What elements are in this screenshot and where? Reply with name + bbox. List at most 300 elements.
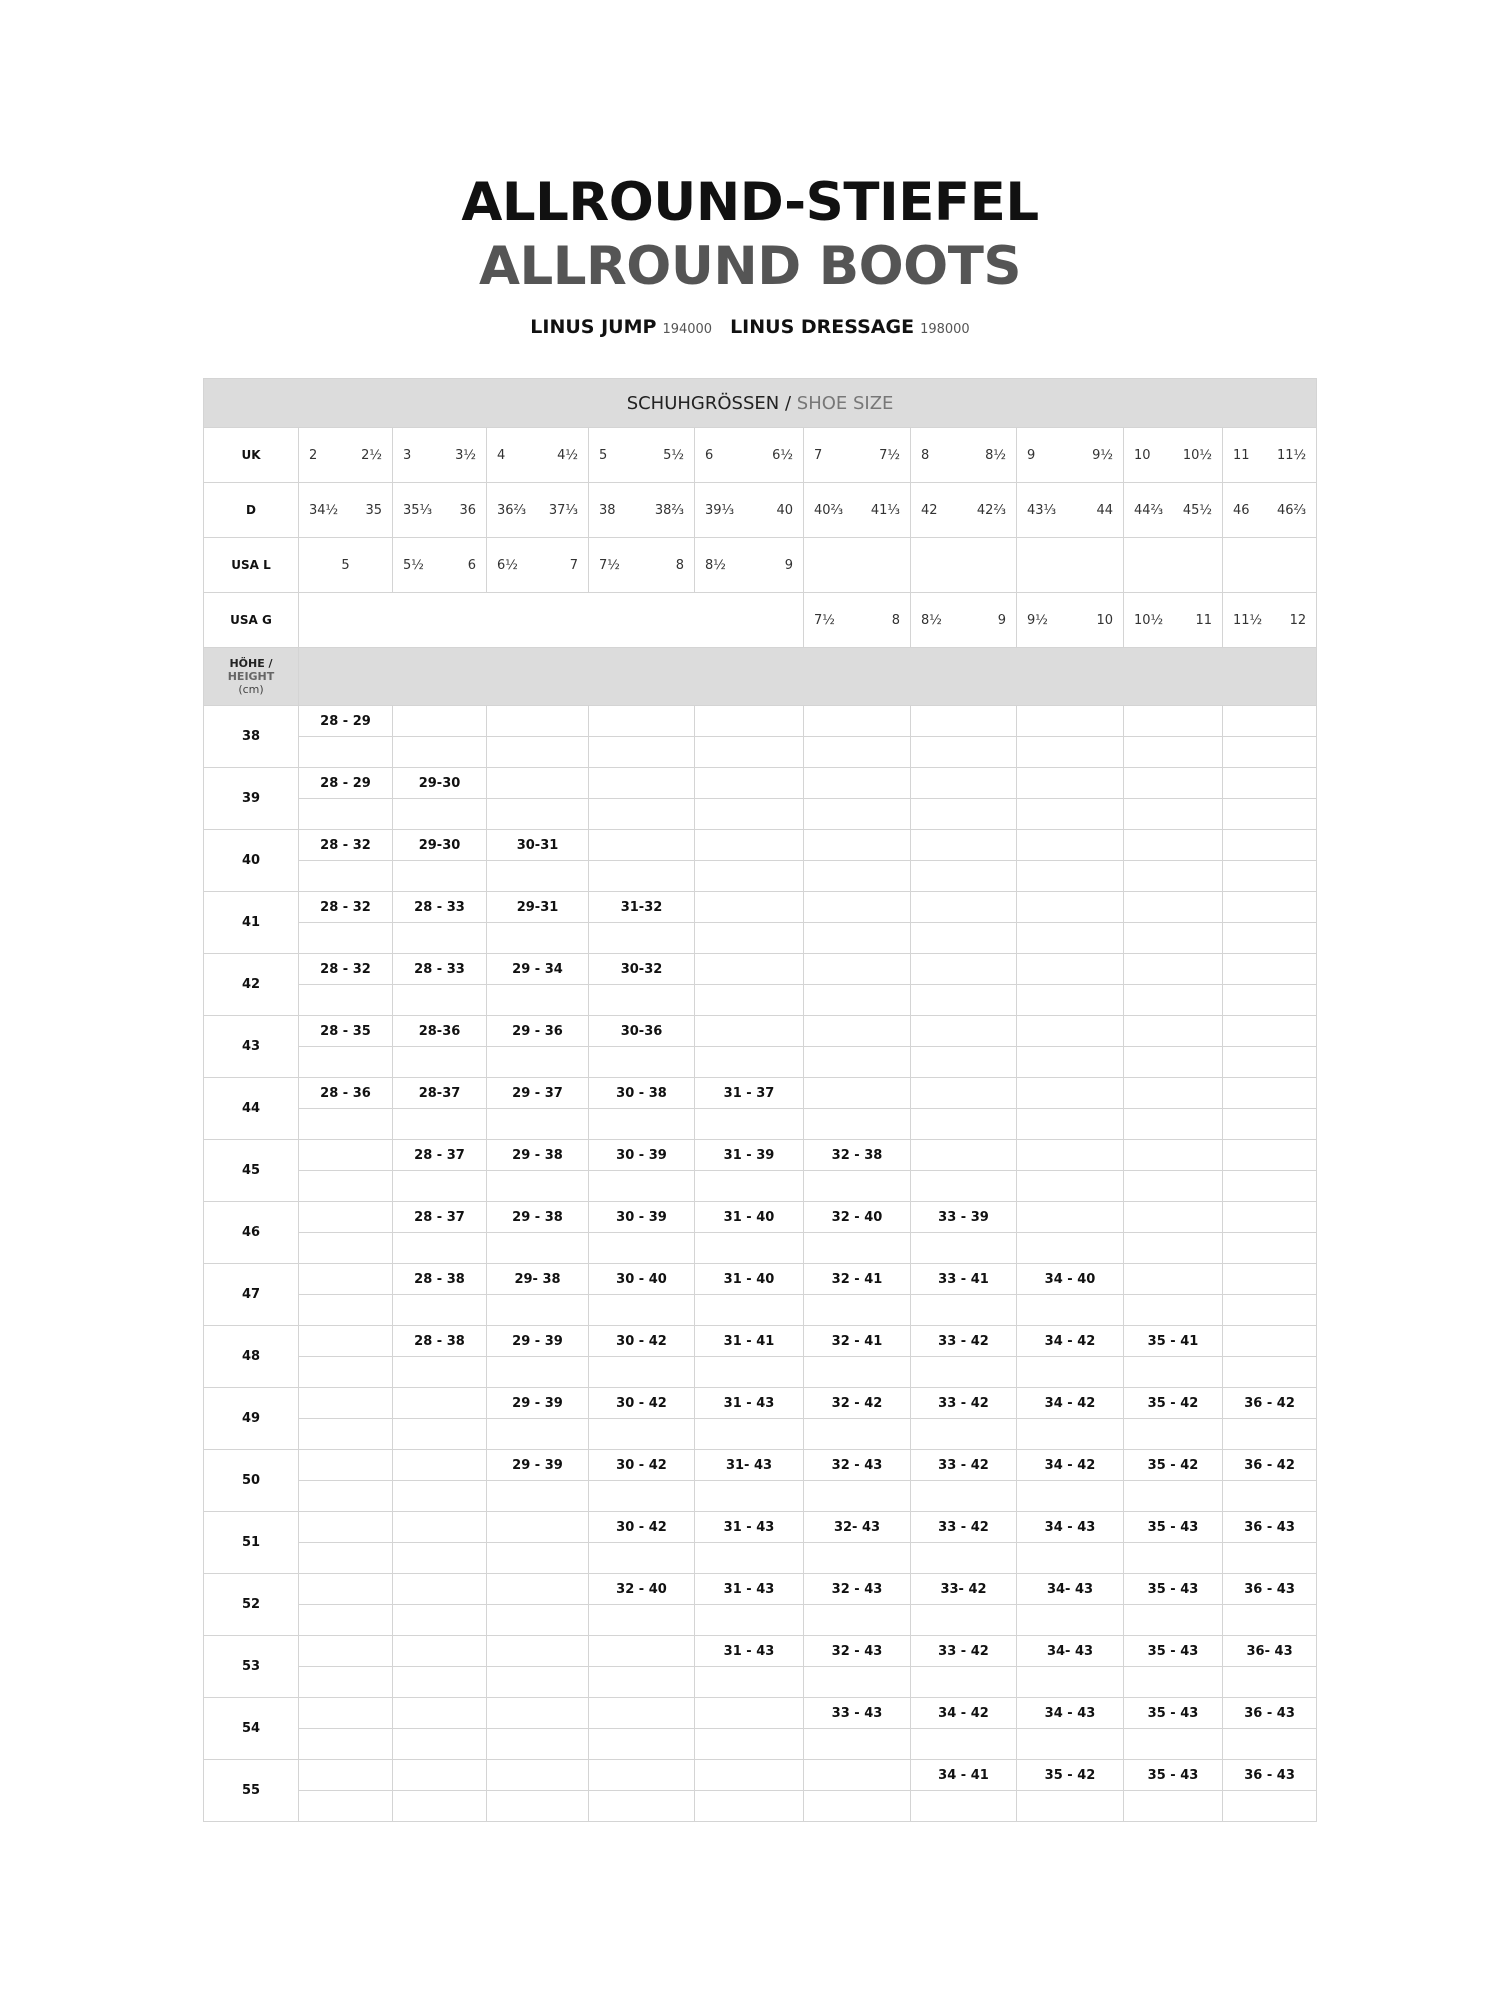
calf-range-cell: [695, 830, 804, 861]
size-cell: [1223, 428, 1317, 483]
height-row-lower: [204, 1481, 1317, 1512]
calf-range-cell: 29 - 37: [487, 1078, 589, 1109]
size-value: 44: [1096, 502, 1113, 518]
size-pair: [1223, 448, 1316, 463]
empty-cell: [589, 1233, 695, 1264]
calf-range-cell: [487, 1698, 589, 1729]
empty-cell: [695, 1233, 804, 1264]
empty-cell: [1124, 985, 1223, 1016]
calf-range-cell: [911, 830, 1017, 861]
empty-cell: [393, 1543, 487, 1574]
size-cell: [393, 483, 487, 538]
calf-range-cell: 36 - 42: [1223, 1450, 1317, 1481]
size-cell: [1017, 483, 1124, 538]
empty-cell: [1124, 1357, 1223, 1388]
empty-cell: [695, 1791, 804, 1822]
size-pair: [695, 503, 803, 518]
empty-cell: [487, 1791, 589, 1822]
calf-range-cell: [804, 954, 911, 985]
empty-cell: [393, 1605, 487, 1636]
calf-range-cell: 29- 38: [487, 1264, 589, 1295]
calf-range-cell: 29-31: [487, 892, 589, 923]
empty-cell: [1017, 1605, 1124, 1636]
calf-range-cell: [1017, 892, 1124, 923]
size-pair: [804, 503, 910, 518]
calf-range-cell: 32 - 43: [804, 1450, 911, 1481]
conversion-label: UK: [204, 428, 299, 483]
calf-range-cell: 31 - 43: [695, 1636, 804, 1667]
model-list: [0, 318, 1500, 337]
empty-cell: [299, 861, 393, 892]
height-row-lower: [204, 861, 1317, 892]
calf-range-cell: [911, 706, 1017, 737]
empty-cell: [589, 1357, 695, 1388]
empty-cell: [1223, 1791, 1317, 1822]
calf-range-cell: [911, 892, 1017, 923]
empty-cell: [1223, 1543, 1317, 1574]
calf-range-cell: [299, 1450, 393, 1481]
calf-range-cell: [804, 1078, 911, 1109]
empty-cell: [393, 1667, 487, 1698]
calf-range-cell: [1017, 1016, 1124, 1047]
height-row-lower: [204, 1419, 1317, 1450]
empty-cell: [911, 1543, 1017, 1574]
empty-cell: [1124, 861, 1223, 892]
calf-range-cell: [299, 1760, 393, 1791]
height-row: [204, 830, 1317, 861]
empty-cell: [1124, 1543, 1223, 1574]
size-pair: [911, 448, 1016, 463]
calf-range-cell: [1017, 706, 1124, 737]
size-value: 36⅔: [497, 502, 527, 518]
size-cell: [911, 593, 1017, 648]
height-value: 48: [204, 1326, 299, 1388]
empty-cell: [911, 1357, 1017, 1388]
calf-range-cell: 32- 43: [804, 1512, 911, 1543]
empty-cell: [1017, 1543, 1124, 1574]
size-value: 6½: [772, 447, 793, 463]
empty-cell: [804, 737, 911, 768]
calf-range-cell: [695, 892, 804, 923]
empty-cell: [589, 1543, 695, 1574]
calf-range-cell: [299, 1326, 393, 1357]
size-value: 38⅔: [654, 502, 684, 518]
calf-range-cell: [695, 1760, 804, 1791]
calf-range-cell: [487, 1760, 589, 1791]
empty-cell: [804, 1543, 911, 1574]
calf-range-cell: [487, 768, 589, 799]
empty-cell: [804, 1295, 911, 1326]
size-cell: [1223, 593, 1317, 648]
size-value: 6: [705, 447, 714, 463]
empty-cell: [487, 1357, 589, 1388]
size-value: 35⅓: [403, 502, 433, 518]
size-pair: [911, 613, 1016, 628]
empty-cell: [299, 1667, 393, 1698]
size-value: 10: [1096, 612, 1113, 628]
calf-range-cell: 29 - 34: [487, 954, 589, 985]
size-pair: [804, 448, 910, 463]
calf-range-cell: [393, 706, 487, 737]
empty-cell: [1124, 799, 1223, 830]
calf-range-cell: [487, 1574, 589, 1605]
empty-cell: [695, 737, 804, 768]
calf-range-cell: 35 - 41: [1124, 1326, 1223, 1357]
empty-cell: [299, 1729, 393, 1760]
empty-cell: [393, 985, 487, 1016]
size-cell: [1017, 428, 1124, 483]
calf-range-cell: 33 - 42: [911, 1450, 1017, 1481]
empty-cell: [393, 1791, 487, 1822]
calf-range-cell: 28 - 32: [299, 954, 393, 985]
size-cell: [804, 428, 911, 483]
calf-range-cell: 28 - 33: [393, 892, 487, 923]
empty-cell: [589, 1729, 695, 1760]
empty-cell: [695, 1357, 804, 1388]
height-value: 52: [204, 1574, 299, 1636]
size-cell: [911, 538, 1017, 593]
calf-range-cell: 36 - 42: [1223, 1388, 1317, 1419]
calf-range-cell: 32 - 40: [804, 1202, 911, 1233]
calf-range-cell: 30-32: [589, 954, 695, 985]
calf-range-cell: [1124, 706, 1223, 737]
calf-range-cell: [589, 706, 695, 737]
calf-range-cell: 33 - 42: [911, 1636, 1017, 1667]
size-value: 5½: [403, 557, 424, 573]
calf-range-cell: [299, 1388, 393, 1419]
calf-range-cell: 33- 42: [911, 1574, 1017, 1605]
empty-cell: [804, 1481, 911, 1512]
height-row: [204, 892, 1317, 923]
calf-range-cell: 34 - 40: [1017, 1264, 1124, 1295]
size-cell: [1124, 593, 1223, 648]
empty-cell: [589, 1109, 695, 1140]
size-pair: [487, 503, 588, 518]
calf-range-cell: [1017, 1202, 1124, 1233]
empty-cell: [1223, 1171, 1317, 1202]
empty-cell: [299, 593, 804, 648]
empty-cell: [695, 799, 804, 830]
empty-cell: [804, 1419, 911, 1450]
calf-range-cell: 28 - 29: [299, 768, 393, 799]
size-value: 41⅓: [870, 502, 900, 518]
calf-range-cell: [299, 1202, 393, 1233]
calf-range-cell: [1124, 1264, 1223, 1295]
empty-cell: [299, 985, 393, 1016]
empty-cell: [804, 923, 911, 954]
size-value: 42: [921, 502, 938, 518]
calf-range-cell: 36 - 43: [1223, 1512, 1317, 1543]
calf-range-cell: [1223, 1202, 1317, 1233]
height-header-row: [204, 648, 1317, 706]
height-value: 38: [204, 706, 299, 768]
calf-range-cell: [911, 768, 1017, 799]
height-header-line: HÖHE /: [229, 657, 273, 670]
empty-cell: [911, 1729, 1017, 1760]
size-pair: [299, 448, 392, 463]
size-pair: [589, 448, 694, 463]
size-pair: [1124, 448, 1222, 463]
size-cell: [487, 483, 589, 538]
empty-cell: [487, 799, 589, 830]
calf-range-cell: 34 - 43: [1017, 1512, 1124, 1543]
calf-range-cell: [1124, 1202, 1223, 1233]
empty-cell: [487, 923, 589, 954]
calf-range-cell: 35 - 43: [1124, 1574, 1223, 1605]
calf-range-cell: 34 - 42: [1017, 1326, 1124, 1357]
calf-range-cell: 31 - 43: [695, 1512, 804, 1543]
empty-cell: [1223, 861, 1317, 892]
size-pair: [1017, 448, 1123, 463]
calf-range-cell: [1223, 1264, 1317, 1295]
empty-cell: [393, 799, 487, 830]
empty-cell: [911, 1295, 1017, 1326]
size-cell: [695, 428, 804, 483]
empty-cell: [695, 923, 804, 954]
height-value: 43: [204, 1016, 299, 1078]
calf-range-cell: 28 - 36: [299, 1078, 393, 1109]
calf-range-cell: 31 - 40: [695, 1264, 804, 1295]
calf-range-cell: 30 - 40: [589, 1264, 695, 1295]
empty-cell: [1017, 737, 1124, 768]
empty-cell: [911, 985, 1017, 1016]
calf-range-cell: 32 - 40: [589, 1574, 695, 1605]
height-row-lower: [204, 923, 1317, 954]
calf-range-cell: 33 - 39: [911, 1202, 1017, 1233]
empty-cell: [695, 1171, 804, 1202]
empty-cell: [393, 1295, 487, 1326]
empty-cell: [804, 1171, 911, 1202]
empty-cell: [1017, 1233, 1124, 1264]
calf-range-cell: [804, 1760, 911, 1791]
calf-range-cell: 35 - 42: [1124, 1450, 1223, 1481]
calf-range-cell: 30 - 39: [589, 1140, 695, 1171]
empty-cell: [487, 1109, 589, 1140]
calf-range-cell: 33 - 42: [911, 1326, 1017, 1357]
size-cell: [911, 428, 1017, 483]
empty-cell: [393, 737, 487, 768]
empty-cell: [911, 1791, 1017, 1822]
calf-range-cell: [393, 1698, 487, 1729]
empty-cell: [804, 1233, 911, 1264]
size-cell: [695, 483, 804, 538]
empty-cell: [1223, 1295, 1317, 1326]
calf-range-cell: 28 - 32: [299, 892, 393, 923]
size-cell: [1017, 593, 1124, 648]
model-code: 194000: [662, 322, 713, 337]
empty-cell: [589, 923, 695, 954]
conversion-label: USA L: [204, 538, 299, 593]
empty-cell: [589, 1605, 695, 1636]
empty-cell: [1017, 1481, 1124, 1512]
size-value: 9½: [1027, 612, 1048, 628]
calf-range-cell: 31- 43: [695, 1450, 804, 1481]
size-cell: [1124, 428, 1223, 483]
size-pair: [1223, 503, 1316, 518]
size-value: 11½: [1233, 612, 1263, 628]
calf-range-cell: [299, 1698, 393, 1729]
calf-range-cell: [393, 1388, 487, 1419]
calf-range-cell: 33 - 42: [911, 1512, 1017, 1543]
size-value: 37⅓: [548, 502, 578, 518]
empty-cell: [1223, 1605, 1317, 1636]
calf-range-cell: 34 - 41: [911, 1760, 1017, 1791]
empty-cell: [911, 1419, 1017, 1450]
height-value: 50: [204, 1450, 299, 1512]
calf-range-cell: [1223, 1016, 1317, 1047]
calf-range-cell: 29-30: [393, 768, 487, 799]
height-row: [204, 1140, 1317, 1171]
empty-cell: [299, 1791, 393, 1822]
size-cell: [393, 428, 487, 483]
calf-range-cell: [911, 954, 1017, 985]
size-value: 6½: [497, 557, 518, 573]
height-row-lower: [204, 985, 1317, 1016]
height-row-lower: [204, 1543, 1317, 1574]
calf-range-cell: 35 - 43: [1124, 1512, 1223, 1543]
size-value: 46⅔: [1276, 502, 1307, 518]
empty-cell: [911, 1047, 1017, 1078]
empty-cell: [1124, 1481, 1223, 1512]
calf-range-cell: [393, 1512, 487, 1543]
calf-range-cell: 35 - 43: [1124, 1760, 1223, 1791]
empty-cell: [589, 1047, 695, 1078]
size-cell: [589, 538, 695, 593]
empty-cell: [1017, 1357, 1124, 1388]
size-pair: [1124, 613, 1222, 628]
height-value: 55: [204, 1760, 299, 1822]
banner-de: SCHUHGRÖSSEN /: [626, 392, 792, 414]
calf-range-cell: [1223, 892, 1317, 923]
calf-range-cell: 36 - 43: [1223, 1698, 1317, 1729]
empty-cell: [804, 985, 911, 1016]
empty-cell: [589, 1295, 695, 1326]
height-row: [204, 954, 1317, 985]
calf-range-cell: 33 - 41: [911, 1264, 1017, 1295]
empty-cell: [695, 1729, 804, 1760]
calf-range-cell: 29 - 39: [487, 1326, 589, 1357]
height-row-lower: [204, 1605, 1317, 1636]
calf-range-cell: [1017, 1140, 1124, 1171]
size-pair: [487, 448, 588, 463]
height-value: 51: [204, 1512, 299, 1574]
empty-cell: [804, 1109, 911, 1140]
calf-range-cell: 30-36: [589, 1016, 695, 1047]
size-value: 8½: [921, 612, 942, 628]
calf-range-cell: 34- 43: [1017, 1636, 1124, 1667]
height-header-line: (cm): [238, 683, 264, 696]
size-pair: [589, 558, 694, 573]
calf-range-cell: 36 - 43: [1223, 1574, 1317, 1605]
height-value: 47: [204, 1264, 299, 1326]
calf-range-cell: 33 - 43: [804, 1698, 911, 1729]
empty-cell: [1017, 1791, 1124, 1822]
size-cell: [487, 538, 589, 593]
empty-cell: [1124, 1791, 1223, 1822]
empty-cell: [1223, 1729, 1317, 1760]
empty-cell: [299, 1233, 393, 1264]
height-value: 39: [204, 768, 299, 830]
calf-range-cell: [1223, 830, 1317, 861]
size-pair: [299, 503, 392, 518]
empty-cell: [695, 1667, 804, 1698]
calf-range-cell: [299, 1512, 393, 1543]
empty-cell: [1223, 1667, 1317, 1698]
empty-cell: [1223, 1419, 1317, 1450]
size-value: 2: [309, 447, 318, 463]
calf-range-cell: 28 - 37: [393, 1140, 487, 1171]
height-row-lower: [204, 799, 1317, 830]
size-value: 11: [1233, 447, 1250, 463]
empty-cell: [393, 1109, 487, 1140]
calf-range-cell: [695, 1698, 804, 1729]
calf-range-cell: [1124, 1078, 1223, 1109]
empty-cell: [1017, 1171, 1124, 1202]
empty-cell: [1017, 1047, 1124, 1078]
size-pair: [695, 448, 803, 463]
calf-range-cell: 32 - 42: [804, 1388, 911, 1419]
empty-cell: [695, 1109, 804, 1140]
empty-cell: [911, 1171, 1017, 1202]
empty-cell: [299, 1481, 393, 1512]
empty-cell: [299, 1295, 393, 1326]
calf-range-cell: [1223, 706, 1317, 737]
size-cell: [299, 428, 393, 483]
calf-range-cell: 36- 43: [1223, 1636, 1317, 1667]
model-name: LINUS DRESSAGE: [730, 316, 915, 338]
calf-range-cell: [487, 1636, 589, 1667]
height-row: [204, 1264, 1317, 1295]
size-value: 8½: [985, 447, 1006, 463]
height-row: [204, 1326, 1317, 1357]
calf-range-cell: [299, 1636, 393, 1667]
height-value: 41: [204, 892, 299, 954]
calf-range-cell: 28 - 29: [299, 706, 393, 737]
size-cell: [299, 538, 393, 593]
calf-range-cell: 30 - 42: [589, 1450, 695, 1481]
calf-range-cell: 28 - 33: [393, 954, 487, 985]
size-cell: [911, 483, 1017, 538]
calf-range-cell: 29 - 39: [487, 1388, 589, 1419]
size-pair: [695, 558, 803, 573]
empty-cell: [299, 1357, 393, 1388]
size-value: 45½: [1182, 502, 1212, 518]
calf-range-cell: 31 - 43: [695, 1574, 804, 1605]
height-row: [204, 1636, 1317, 1667]
calf-range-cell: 29 - 39: [487, 1450, 589, 1481]
calf-range-cell: 34 - 42: [911, 1698, 1017, 1729]
calf-range-cell: [804, 1016, 911, 1047]
empty-cell: [1223, 1481, 1317, 1512]
size-value: 5: [341, 557, 350, 573]
size-value: 7: [569, 557, 578, 573]
shoe-size-banner: [204, 379, 1317, 428]
empty-cell: [804, 1729, 911, 1760]
empty-cell: [299, 923, 393, 954]
empty-cell: [487, 1481, 589, 1512]
empty-cell: [393, 1481, 487, 1512]
empty-cell: [487, 1729, 589, 1760]
size-value: 5: [599, 447, 608, 463]
empty-cell: [911, 1481, 1017, 1512]
calf-range-cell: [487, 1512, 589, 1543]
empty-cell: [1017, 923, 1124, 954]
calf-range-cell: [1223, 1326, 1317, 1357]
calf-range-cell: [393, 1574, 487, 1605]
calf-range-cell: 34- 43: [1017, 1574, 1124, 1605]
size-pair: [1223, 613, 1316, 628]
calf-range-cell: 34 - 43: [1017, 1698, 1124, 1729]
